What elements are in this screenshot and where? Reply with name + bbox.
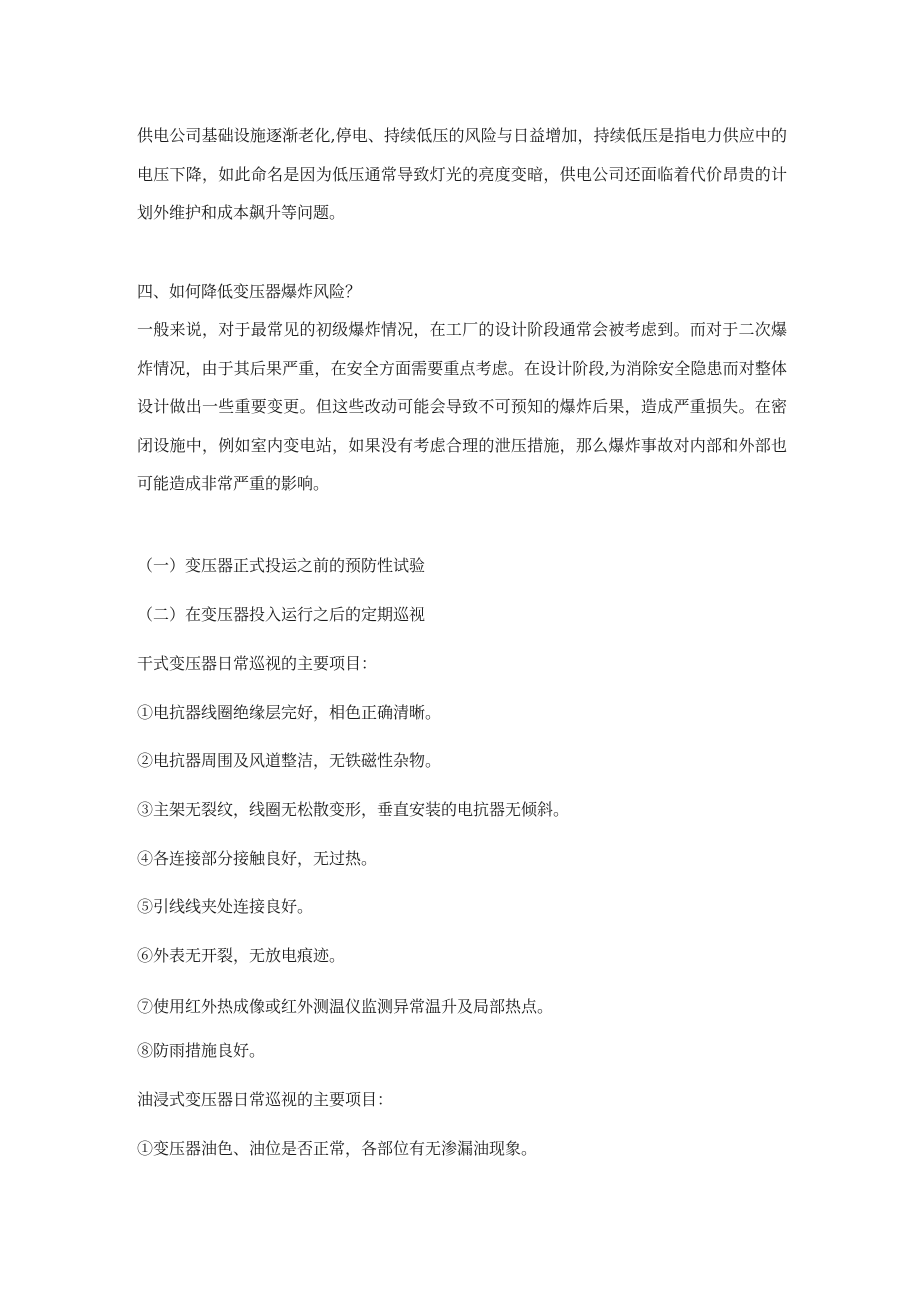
list-item: ①电抗器线圈绝缘层完好，相色正确清晰。 (137, 703, 442, 722)
list-item: ①变压器油色、油位是否正常，各部位有无渗漏油现象。 (137, 1139, 538, 1158)
subheading-periodic-inspection: （二）在变压器投入运行之后的定期巡视 (137, 605, 426, 624)
list-item: ⑧防雨措施良好。 (137, 1041, 266, 1060)
list-item: ⑥外表无开裂，无放电痕迹。 (137, 946, 346, 965)
list-item: ②电抗器周围及风道整洁，无铁磁性杂物。 (137, 751, 442, 770)
dry-transformer-title: 干式变压器日常巡视的主要项目： (137, 654, 378, 673)
paragraph-power-supply-aging: 供电公司基础设施逐渐老化,停电、持续低压的风险与日益增加，持续低压是指电力供应中的电压下降，如此命名是因为低压通常导致灯光的亮度变暗，供电公司还面临着代价昂贵的计划外维护和成本飙升等问题。 (137, 126, 787, 222)
list-item: ③主架无裂纹，线圈无松散变形，垂直安装的电抗器无倾斜。 (137, 800, 570, 819)
list-item: ⑤引线线夹处连接良好。 (137, 897, 314, 916)
subheading-preventive-test: （一）变压器正式投运之前的预防性试验 (137, 556, 426, 575)
section-heading-4: 四、如何降低变压器爆炸风险？ (137, 282, 362, 301)
paragraph-explosion-risk: 一般来说，对于最常见的初级爆炸情况，在工厂的设计阶段通常会被考虑到。而对于二次爆炸情况，由于其后果严重，在安全方面需要重点考虑。在设计阶段,为消除安全隐患而对整体设计做出一些重要变更。但这些改动可能会导致不可预知的爆炸后果，造成严重损失。在密闭设施中，例如室内变电站，如果没有考虑合理的泄压措施，那么爆炸事故对内部和外部也可能造成非常严重的影响。 (137, 320, 787, 493)
list-item: ⑦使用红外热成像或红外测温仪监测异常温升及局部热点。 (137, 997, 554, 1016)
list-item: ④各连接部分接触良好，无过热。 (137, 849, 378, 868)
oil-transformer-title: 油浸式变压器日常巡视的主要项目： (137, 1090, 394, 1109)
